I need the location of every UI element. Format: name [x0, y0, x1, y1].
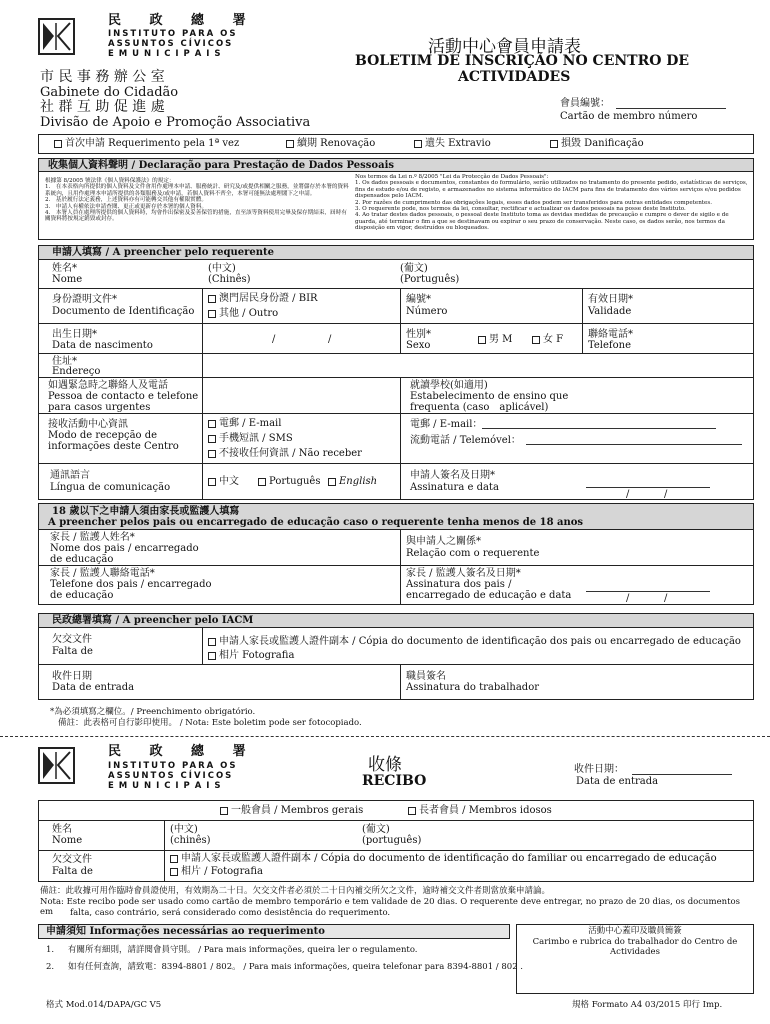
- language-portuguese[interactable]: Português: [258, 476, 320, 487]
- privacy-text-pt: Nos termos da Lei n.º 8/2005 "Lei da Protecção de Dados Pessoais": 1. Os dados pessoais e documentos, constantes do formulário, serão utilizados no tratamento do presente pedido, estatísticas de serviços, fins de estudo e/ou de registo, e armazenados no sistema informático do IACM para fins de tratamento dos vários serviços e/ou pedidos dispensados pelo IACM. 2. Por razões de cumprimento das obrigações legais, esses dados podem ser transferidos para outras entidades competentes. 3. O requerente pode, nos termos da lei, consultar, rectificar e actualizar os dados pessoais na posse deste Instituto. 4. Ao tratar destes dados pessoais, o pessoal deste Instituto toma as devidas medidas de precaução e cumpre o dever de sigilo e de guarda, até terminar o fim a que se destinavam ou expirar o seu prazo de conservação. Neste caso, os dados serão, nos termos da disposição em vigor, destruídos ou bloqueados.: [355, 174, 748, 232]
- checkbox[interactable]: [208, 478, 216, 486]
- receipt-note-zh: 備註：此收據可用作臨時會員證使用，有效期為二十日。欠交文件者必須於二十日內補交所欠之文件，逾時補交文件者則當放棄申請論。: [40, 886, 551, 896]
- guardian-heading-zh: 18 歲以下之申請人須由家長或監護人填寫: [52, 506, 240, 517]
- receipt-doc-guardian-id[interactable]: 申請人家長或監護人證件副本 / Cópia do documento de identificação do familiar ou encarregado de educação: [170, 853, 717, 864]
- guardian-date-sep-2: /: [664, 593, 668, 604]
- id-label-pt: Documento de Identificação: [52, 306, 195, 317]
- checkbox[interactable]: [170, 868, 178, 876]
- school-label-zh: 就讀學校(如適用): [410, 380, 488, 391]
- receive-sms[interactable]: 手機短訊 / SMS: [208, 433, 293, 444]
- sex-female[interactable]: 女 F: [532, 334, 563, 345]
- checkbox[interactable]: [328, 478, 336, 486]
- signature-label-zh: 申請人簽名及日期*: [410, 470, 495, 481]
- checkbox[interactable]: [54, 140, 62, 148]
- checkbox[interactable]: [208, 295, 216, 303]
- guardian-sign-zh: 家長 / 監護人簽名及日期*: [406, 568, 521, 579]
- request-renewal[interactable]: 續期 Renovação: [286, 138, 375, 149]
- iacm-logo-receipt: [38, 747, 75, 784]
- guardian-signature-field[interactable]: [586, 591, 710, 592]
- receipt-portuguese-pt: (português): [362, 835, 422, 846]
- checkbox[interactable]: [208, 310, 216, 318]
- name-label-zh: 姓名*: [52, 263, 77, 274]
- receipt-missing-zh: 欠交文件: [52, 854, 92, 865]
- language-english[interactable]: English: [328, 476, 377, 487]
- id-type-other[interactable]: 其他 / Outro: [208, 308, 278, 319]
- receive-email[interactable]: 電郵 / E-mail: [208, 418, 281, 429]
- iacm-doc-guardian-id[interactable]: 申請人家長或監護人證件副本 / Cópia do documento de identificação dos pais ou encarregado de educação: [208, 636, 741, 647]
- receipt-institute-pt-1: INSTITUTO PARA OS: [108, 761, 238, 771]
- checkbox[interactable]: [220, 807, 228, 815]
- chinese-label-pt: (Chinês): [208, 274, 251, 285]
- portuguese-label-pt: (Português): [400, 274, 460, 285]
- receipt-entry-pt: Data de entrada: [576, 776, 659, 787]
- iacm-logo: [38, 18, 75, 55]
- receipt-title-pt: RECIBO: [362, 773, 427, 789]
- receipt-institute-pt-3: E M U N I C I P A I S: [108, 781, 222, 791]
- school-label-pt-1: Estabelecimento de ensino que: [410, 391, 569, 402]
- receipt-elderly-member[interactable]: 長者會員 / Membros idosos: [408, 805, 552, 816]
- receive-label-pt-2: informações deste Centro: [48, 441, 179, 452]
- request-lost[interactable]: 遺失 Extravio: [414, 138, 491, 149]
- guardian-sign-pt-1: Assinatura dos pais /: [406, 579, 512, 590]
- institute-name-pt-3: E M U N I C I P A I S: [108, 49, 222, 59]
- checkbox[interactable]: [286, 140, 294, 148]
- validity-label-pt: Validade: [588, 306, 632, 317]
- iacm-entry-pt: Data de entrada: [52, 682, 135, 693]
- checkbox[interactable]: [408, 807, 416, 815]
- receipt-doc-photo[interactable]: 相片 / Fotografia: [170, 866, 263, 877]
- form-title-pt-2: ACTIVIDADES: [458, 69, 571, 85]
- receipt-institute-pt-2: ASSUNTOS CÍVICOS: [108, 771, 234, 781]
- info-num-1: 1.: [46, 945, 55, 955]
- relation-label-zh: 與申請人之關係*: [406, 536, 481, 547]
- emergency-label-pt-1: Pessoa de contacto e telefone: [48, 391, 199, 402]
- member-number-field[interactable]: [616, 108, 726, 109]
- receive-label-zh: 接收活動中心資訊: [48, 419, 128, 430]
- checkbox[interactable]: [170, 855, 178, 863]
- required-note: *為必須填寫之欄位。/ Preenchimento obrigatório.: [50, 707, 256, 717]
- number-label-pt: Número: [406, 306, 448, 317]
- stamp-label-pt: Carimbo e rubrica do trabalhador do Centro de Actividades: [532, 937, 738, 957]
- form-title-pt-1: BOLETIM DE INSCRIÇÃO NO CENTRO DE: [355, 53, 690, 69]
- address-label-pt: Endereço: [52, 366, 101, 377]
- institute-name-pt-2: ASSUNTOS CÍVICOS: [108, 39, 234, 49]
- checkbox[interactable]: [478, 336, 486, 344]
- receipt-name-zh: 姓名: [52, 824, 72, 835]
- number-label-zh: 編號*: [406, 294, 431, 305]
- receipt-general-member[interactable]: 一般會員 / Membros gerais: [220, 805, 363, 816]
- chinese-label-zh: (中文): [208, 263, 236, 274]
- receipt-name-pt: Nome: [52, 835, 83, 846]
- checkbox[interactable]: [258, 478, 266, 486]
- signature-date-sep-1: /: [626, 489, 630, 500]
- copy-note: 備註：此表格可自行影印使用。 / Nota: Este boletim pode ser fotocopiado.: [58, 718, 362, 728]
- request-first-time[interactable]: 首次申請 Requerimento pela 1ª vez: [54, 138, 239, 149]
- privacy-text-zh: 根據第 8/2005 號法律《個人資料保護法》的規定： 1. 在本表格內所提供的個人資料及文件會用作處理本申請、服務統計、研究及/或提供相關之服務，並將儲存於本署的資料系統內，且用作處理本申請所提供的各類服務及/或申請，若個人資料不齊全，本署可能無法處理閣下之申請。 2. 基於履行法定義務，上述資料亦有可能轉交其他有權限實體。 3. 申請人有權依法申請查閱、更正或更新存於本署的個人資料。 4. 本署人員在處理所提供的個人資料時，均會作出保密及妥善保管的措施，直至該等資料使用完畢及保存期結束，屆時有關資料將按規定銷毀或封存。: [45, 178, 349, 223]
- receipt-institute-zh: 民 政 總 署: [108, 744, 258, 759]
- phone-label-zh: 聯絡電話*: [588, 329, 633, 340]
- signature-field[interactable]: [586, 487, 710, 488]
- footer-format: 規格 Formato A4 03/2015 印行 Imp.: [572, 1000, 723, 1010]
- info-num-2: 2.: [46, 962, 55, 972]
- dob-separator-2: /: [328, 334, 332, 345]
- receipt-chinese-zh: (中文): [170, 824, 198, 835]
- request-damaged[interactable]: 損毀 Danificação: [550, 138, 644, 149]
- iacm-missing-pt: Falta de: [52, 646, 93, 657]
- iacm-staff-pt: Assinatura do trabalhador: [406, 682, 539, 693]
- guardian-name-pt-1: Nome dos pais / encarregado: [50, 543, 199, 554]
- institute-name-zh: 民 政 總 署: [108, 13, 258, 28]
- info-item-2: 如有任何查詢，請致電：8394-8801 / 802。 / Para mais informações, queira telefonar para 8394-8801 / 802 .: [68, 962, 524, 972]
- iacm-missing-zh: 欠交文件: [52, 634, 92, 645]
- guardian-heading-pt: A preencher pelos pais ou encarregado de educação caso o requerente tenha menos de 18 anos: [48, 517, 584, 528]
- mobile-field[interactable]: [526, 444, 742, 445]
- checkbox[interactable]: [208, 638, 216, 646]
- member-number-label-zh: 會員編號：: [560, 98, 610, 109]
- division-name-zh: 社 群 互 助 促 進 處: [40, 99, 165, 115]
- iacm-staff-zh: 職員簽名: [406, 671, 446, 682]
- applicant-heading: 申請人填寫 / A preencher pelo requerente: [52, 247, 275, 258]
- sex-male[interactable]: 男 M: [478, 334, 512, 345]
- info-item-1: 有關所有細則，請詳閱會員守則。 / Para mais informações, queira ler o regulamento.: [68, 945, 418, 955]
- stamp-label-zh: 活動中心蓋印及職員簡簽: [588, 926, 682, 936]
- id-type-bir[interactable]: 澳門居民身份證 / BIR: [208, 293, 318, 304]
- relation-label-pt: Relação com o requerente: [406, 548, 540, 559]
- sex-label-pt: Sexo: [406, 340, 431, 351]
- checkbox[interactable]: [208, 450, 216, 458]
- checkbox[interactable]: [208, 420, 216, 428]
- guardian-phone-pt-1: Telefone dos pais / encarregado: [50, 579, 212, 590]
- receipt-title-zh: 收條: [368, 755, 402, 775]
- info-heading: 申請須知 Informações necessárias ao requerimento: [46, 926, 325, 937]
- form-title-zh: 活動中心會員申請表: [428, 37, 581, 57]
- receipt-entry-field[interactable]: [632, 774, 732, 775]
- division-name-pt: Divisão de Apoio e Promoção Associativa: [40, 115, 311, 130]
- email-field-label: 電郵 / E-mail：: [410, 419, 483, 430]
- guardian-phone-zh: 家長 / 監護人聯絡電話*: [50, 568, 155, 579]
- id-label-zh: 身份證明文件*: [52, 294, 117, 305]
- office-name-pt: Gabinete do Cidadão: [40, 85, 179, 100]
- receipt-missing-pt: Falta de: [52, 866, 93, 877]
- receive-label-pt-1: Modo de recepção de: [48, 430, 158, 441]
- dob-label-pt: Data de nascimento: [52, 340, 153, 351]
- office-name-zh: 市 民 事 務 辦 公 室: [40, 69, 165, 85]
- dob-separator-1: /: [272, 334, 276, 345]
- privacy-heading: 收集個人資料聲明 / Declaração para Prestação de Dados Pessoais: [48, 160, 394, 171]
- checkbox[interactable]: [208, 652, 216, 660]
- signature-date-sep-2: /: [664, 489, 668, 500]
- emergency-label-pt-2: para casos urgentes: [48, 402, 151, 413]
- guardian-name-zh: 家長 / 監護人姓名*: [50, 532, 135, 543]
- email-field[interactable]: [482, 428, 716, 429]
- institute-name-pt-1: INSTITUTO PARA OS: [108, 29, 238, 39]
- receipt-chinese-pt: (chinês): [170, 835, 211, 846]
- checkbox[interactable]: [414, 140, 422, 148]
- checkbox[interactable]: [550, 140, 558, 148]
- receive-none[interactable]: 不接收任何資訊 / Não receber: [208, 448, 362, 459]
- member-number-label-pt: Cartão de membro número: [560, 111, 698, 122]
- guardian-phone-pt-2: de educação: [50, 590, 114, 601]
- phone-label-pt: Telefone: [588, 340, 632, 351]
- checkbox[interactable]: [532, 336, 540, 344]
- language-chinese[interactable]: 中文: [208, 476, 239, 487]
- sex-label-zh: 性別*: [406, 329, 431, 340]
- footer-form-code: 格式 Mod.014/DAPA/GC V5: [46, 1000, 162, 1010]
- cut-line: [0, 736, 770, 737]
- validity-label-zh: 有效日期*: [588, 294, 633, 305]
- guardian-name-pt-2: de educação: [50, 554, 114, 565]
- language-label-pt: Língua de comunicação: [50, 482, 171, 493]
- checkbox[interactable]: [208, 435, 216, 443]
- language-label-zh: 通訊語言: [50, 470, 90, 481]
- receipt-note-pt-1: Nota: Este recibo pode ser usado como cartão de membro temporário e tem validade de 20 dias. O requerente deve entregar, no prazo de 20 dias, os documentos em: [40, 897, 740, 917]
- mobile-field-label: 流動電話 / Telemóvel：: [410, 435, 521, 446]
- school-label-pt-2: frequenta (caso aplicável): [410, 402, 549, 413]
- name-label-pt: Nome: [52, 274, 83, 285]
- guardian-sign-pt-2: encarregado de educação e data: [406, 590, 572, 601]
- receipt-note-pt-2: falta, caso contrário, será considerado como desistência do requerimento.: [70, 908, 391, 918]
- iacm-heading: 民政總署填寫 / A preencher pelo IACM: [52, 615, 254, 626]
- receipt-portuguese-zh: (葡文): [362, 824, 390, 835]
- portuguese-label-zh: (葡文): [400, 263, 428, 274]
- address-label-zh: 住址*: [52, 356, 77, 367]
- receipt-entry-zh: 收件日期：: [574, 764, 624, 775]
- signature-label-pt: Assinatura e data: [410, 482, 499, 493]
- emergency-label-zh: 如遇緊急時之聯絡人及電話: [48, 380, 168, 391]
- dob-label-zh: 出生日期*: [52, 329, 97, 340]
- iacm-doc-photo[interactable]: 相片 Fotografia: [208, 650, 294, 661]
- guardian-date-sep-1: /: [626, 593, 630, 604]
- iacm-entry-zh: 收件日期: [52, 671, 92, 682]
